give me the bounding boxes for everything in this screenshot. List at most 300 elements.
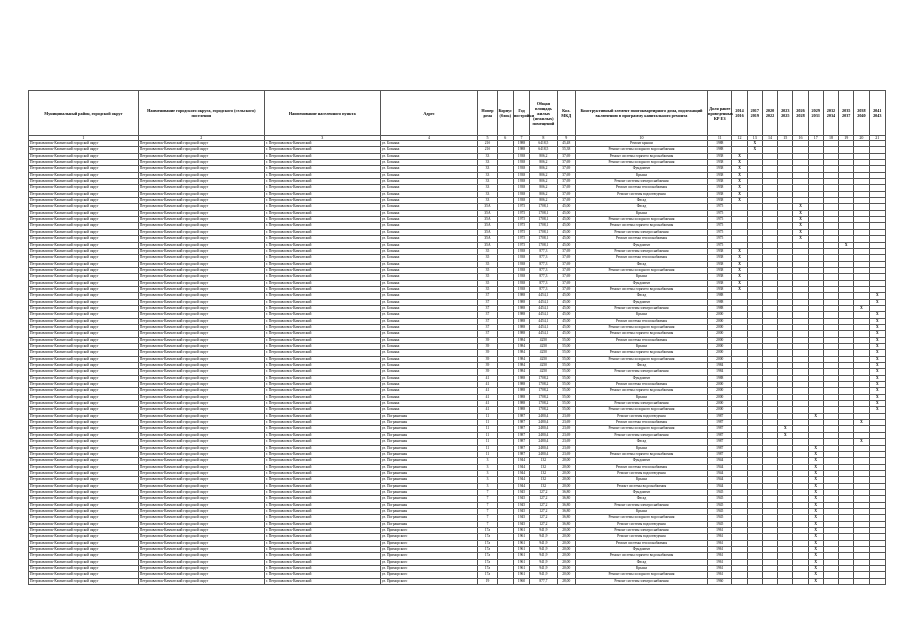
locality-cell: г. Петропавловск-Камчатский — [264, 451, 380, 457]
share-cell: 37,69 — [557, 286, 575, 292]
street-cell: ул. Бохняка — [380, 141, 478, 147]
period-cell: X — [869, 344, 885, 350]
share-cell: 37,69 — [557, 172, 575, 178]
done-cell: 1987 — [708, 451, 732, 457]
settlement-cell: Петропавловск-Камчатский городской округ — [138, 432, 264, 438]
area-cell: 806,2 — [530, 179, 557, 185]
period-cell: X — [839, 242, 854, 248]
district-cell: Петропавловск-Камчатский городской округ — [29, 286, 139, 292]
district-cell: Петропавловск-Камчатский городской округ — [29, 534, 139, 540]
done-cell: 1938 — [708, 261, 732, 267]
done-cell: 2000 — [708, 388, 732, 394]
area-cell: 4454,1 — [530, 299, 557, 305]
column-number: 1 — [29, 136, 139, 141]
share-cell: 36,80 — [557, 508, 575, 514]
share-cell: 45,00 — [557, 305, 575, 311]
house-cell: 37 — [478, 312, 497, 318]
period-cell: X — [793, 223, 808, 229]
house-cell: 17а — [478, 540, 497, 546]
done-cell: 1944 — [708, 483, 732, 489]
done-cell: 1961 — [708, 547, 732, 553]
house-cell: 33 — [478, 179, 497, 185]
column-number: 7 — [513, 136, 529, 141]
settlement-cell: Петропавловск-Камчатский городской округ — [138, 255, 264, 261]
locality-cell: г. Петропавловск-Камчатский — [264, 179, 380, 185]
element-cell: Ремонт системы электроснабжения — [575, 369, 707, 375]
area-cell: 2480,4 — [530, 439, 557, 445]
locality-cell: г. Петропавловск-Камчатский — [264, 242, 380, 248]
locality-cell: г. Петропавловск-Камчатский — [264, 508, 380, 514]
year-cell: 1938 — [513, 198, 529, 204]
element-cell: Фасад — [575, 261, 707, 267]
settlement-cell: Петропавловск-Камчатский городской округ — [138, 572, 264, 578]
district-cell: Петропавловск-Камчатский городской округ — [29, 204, 139, 210]
share-cell: 45,00 — [557, 242, 575, 248]
element-cell: Ремонт системы водоотведения — [575, 470, 707, 476]
locality-cell: г. Петропавловск-Камчатский — [264, 147, 380, 153]
locality-cell: г. Петропавловск-Камчатский — [264, 496, 380, 502]
district-cell: Петропавловск-Камчатский городской округ — [29, 547, 139, 553]
settlement-cell: Петропавловск-Камчатский городской округ — [138, 426, 264, 432]
period-cell: X — [747, 141, 762, 147]
share-cell: 37,69 — [557, 274, 575, 280]
share-cell: 23,69 — [557, 445, 575, 451]
locality-cell: г. Петропавловск-Камчатский — [264, 483, 380, 489]
year-cell: 1988 — [513, 388, 529, 394]
locality-cell: г. Петропавловск-Камчатский — [264, 217, 380, 223]
done-cell: 1988 — [708, 305, 732, 311]
element-cell: Крыша — [575, 172, 707, 178]
settlement-cell: Петропавловск-Камчатский городской округ — [138, 515, 264, 521]
settlement-cell: Петропавловск-Камчатский городской округ — [138, 274, 264, 280]
street-cell: ул. Пограничная — [380, 521, 478, 527]
district-cell: Петропавловск-Камчатский городской округ — [29, 420, 139, 426]
locality-cell: г. Петропавловск-Камчатский — [264, 324, 380, 330]
column-header: Корпус (блок) — [497, 91, 513, 136]
share-cell: 23,69 — [557, 439, 575, 445]
area-cell: 877,3 — [530, 255, 557, 261]
done-cell: 1961 — [708, 540, 732, 546]
period-cell: X — [808, 553, 823, 559]
period-cell: X — [808, 445, 823, 451]
share-cell: 20,00 — [557, 477, 575, 483]
settlement-cell: Петропавловск-Камчатский городской округ — [138, 547, 264, 553]
district-cell: Петропавловск-Камчатский городской округ — [29, 229, 139, 235]
locality-cell: г. Петропавловск-Камчатский — [264, 312, 380, 318]
area-cell: 877,3 — [530, 286, 557, 292]
area-cell: 2480,4 — [530, 413, 557, 419]
period-cell: X — [793, 217, 808, 223]
element-cell: Ремонт системы горячего водоснабжения — [575, 388, 707, 394]
locality-cell: г. Петропавловск-Камчатский — [264, 401, 380, 407]
period-cell — [854, 578, 869, 584]
column-number: 21 — [869, 136, 885, 141]
period-cell: X — [732, 185, 747, 191]
area-cell: 877,3 — [530, 274, 557, 280]
locality-cell: г. Петропавловск-Камчатский — [264, 229, 380, 235]
district-cell: Петропавловск-Камчатский городской округ — [29, 382, 139, 388]
district-cell: Петропавловск-Камчатский городской округ — [29, 363, 139, 369]
element-cell: Фасад — [575, 559, 707, 565]
element-cell: Ремонт системы горячего водоснабжения — [575, 331, 707, 337]
share-cell: 55,00 — [557, 356, 575, 362]
share-cell: 36,80 — [557, 502, 575, 508]
house-cell: 33 — [478, 198, 497, 204]
street-cell: ул. Бохняка — [380, 337, 478, 343]
house-cell: 11 — [478, 445, 497, 451]
settlement-cell: Петропавловск-Камчатский городской округ — [138, 420, 264, 426]
house-cell: 35А — [478, 210, 497, 216]
table-header — [29, 91, 886, 141]
settlement-cell: Петропавловск-Камчатский городской округ — [138, 153, 264, 159]
settlement-cell: Петропавловск-Камчатский городской округ — [138, 179, 264, 185]
area-cell: 1708,1 — [530, 217, 557, 223]
year-cell: 1961 — [513, 534, 529, 540]
street-cell: ул. Бохняка — [380, 204, 478, 210]
district-cell: Петропавловск-Камчатский городской округ — [29, 185, 139, 191]
district-cell: Петропавловск-Камчатский городской округ — [29, 413, 139, 419]
share-cell: 36,80 — [557, 521, 575, 527]
house-cell: 17а — [478, 566, 497, 572]
element-cell: Ремонт системы водоотведения — [575, 191, 707, 197]
done-cell: 1961 — [708, 534, 732, 540]
element-cell: Ремонт системы электроснабжения — [575, 578, 707, 584]
house-cell: 3 — [478, 470, 497, 476]
settlement-cell: Петропавловск-Камчатский городской округ — [138, 312, 264, 318]
year-cell: 1944 — [513, 470, 529, 476]
year-cell: 1975 — [513, 217, 529, 223]
period-cell: X — [808, 458, 823, 464]
element-cell: Фундамент — [575, 547, 707, 553]
street-cell: ул. Бохняка — [380, 179, 478, 185]
period-cell: X — [808, 566, 823, 572]
locality-cell: г. Петропавловск-Камчатский — [264, 141, 380, 147]
share-cell: 45,00 — [557, 324, 575, 330]
locality-cell: г. Петропавловск-Камчатский — [264, 274, 380, 280]
element-cell: Фасад — [575, 439, 707, 445]
year-cell: 1961 — [513, 572, 529, 578]
element-cell: Крыша — [575, 210, 707, 216]
year-cell: 1988 — [513, 141, 529, 147]
street-cell: ул. Приморского — [380, 553, 478, 559]
done-cell: 1975 — [708, 242, 732, 248]
element-cell: Ремонт системы горячего водоснабжения — [575, 553, 707, 559]
done-cell: 2000 — [708, 331, 732, 337]
column-number: 14 — [762, 136, 777, 141]
settlement-cell: Петропавловск-Камчатский городской округ — [138, 521, 264, 527]
period-cell: X — [869, 337, 885, 343]
street-cell: ул. Пограничная — [380, 420, 478, 426]
element-cell: Фасад — [575, 496, 707, 502]
district-cell: Петропавловск-Камчатский городской округ — [29, 401, 139, 407]
share-cell: 55,00 — [557, 407, 575, 413]
district-cell: Петропавловск-Камчатский городской округ — [29, 445, 139, 451]
settlement-cell: Петропавловск-Камчатский городской округ — [138, 299, 264, 305]
element-cell: Ремонт системы электроснабжения — [575, 305, 707, 311]
area-cell: 127,2 — [530, 502, 557, 508]
street-cell: ул. Приморского — [380, 534, 478, 540]
year-cell: 1988 — [513, 407, 529, 413]
district-cell: Петропавловск-Камчатский городской округ — [29, 312, 139, 318]
street-cell: ул. Бохняка — [380, 286, 478, 292]
area-cell: 127,2 — [530, 489, 557, 495]
street-cell: ул. Бохняка — [380, 324, 478, 330]
settlement-cell: Петропавловск-Камчатский городской округ — [138, 375, 264, 381]
period-cell — [778, 578, 793, 584]
year-cell: 1988 — [513, 318, 529, 324]
area-cell: 4454,1 — [530, 318, 557, 324]
element-cell: Ремонт системы холодного водоснабжения — [575, 572, 707, 578]
locality-cell: г. Петропавловск-Камчатский — [264, 426, 380, 432]
area-cell: 2480,4 — [530, 445, 557, 451]
street-cell: ул. Бохняка — [380, 350, 478, 356]
done-cell: 2000 — [708, 401, 732, 407]
share-cell: 45,00 — [557, 217, 575, 223]
locality-cell: г. Петропавловск-Камчатский — [264, 470, 380, 476]
done-cell: 1961 — [708, 572, 732, 578]
locality-cell: г. Петропавловск-Камчатский — [264, 337, 380, 343]
house-cell: 41 — [478, 388, 497, 394]
area-cell: 941,9 — [530, 547, 557, 553]
settlement-cell: Петропавловск-Камчатский городской округ — [138, 356, 264, 362]
year-cell: 1945 — [513, 521, 529, 527]
element-cell: Ремонт системы холодного водоснабжения — [575, 217, 707, 223]
district-cell: Петропавловск-Камчатский городской округ — [29, 274, 139, 280]
locality-cell: г. Петропавловск-Камчатский — [264, 464, 380, 470]
done-cell: 1975 — [708, 204, 732, 210]
period-cell: X — [808, 470, 823, 476]
share-cell: 45,00 — [557, 318, 575, 324]
done-cell: 1938 — [708, 274, 732, 280]
locality-cell: г. Петропавловск-Камчатский — [264, 413, 380, 419]
element-cell: Ремонт системы холодного водоснабжения — [575, 267, 707, 273]
column-number: 16 — [793, 136, 808, 141]
settlement-cell: Петропавловск-Камчатский городской округ — [138, 217, 264, 223]
settlement-cell: Петропавловск-Камчатский городской округ — [138, 236, 264, 242]
area-cell: 4454,1 — [530, 293, 557, 299]
settlement-cell: Петропавловск-Камчатский городской округ — [138, 553, 264, 559]
period-cell: X — [732, 286, 747, 292]
locality-cell: г. Петропавловск-Камчатский — [264, 369, 380, 375]
street-cell: ул. Приморского — [380, 559, 478, 565]
done-cell: 1961 — [708, 559, 732, 565]
period-cell: X — [869, 375, 885, 381]
period-cell: X — [808, 559, 823, 565]
element-cell: Ремонт крыши — [575, 141, 707, 147]
district-cell: Петропавловск-Камчатский городской округ — [29, 179, 139, 185]
area-cell: 941,9 — [530, 540, 557, 546]
share-cell: 20,00 — [557, 483, 575, 489]
settlement-cell: Петропавловск-Камчатский городской округ — [138, 502, 264, 508]
street-cell: ул. Пограничная — [380, 489, 478, 495]
column-header: Кол. МКД — [557, 91, 575, 136]
street-cell: ул. Бохняка — [380, 242, 478, 248]
street-cell: ул. Пограничная — [380, 432, 478, 438]
house-cell: 7 — [478, 508, 497, 514]
settlement-cell: Петропавловск-Камчатский городской округ — [138, 382, 264, 388]
area-cell: 4454,1 — [530, 324, 557, 330]
area-cell: 4250 — [530, 344, 557, 350]
capital-repair-table — [28, 90, 886, 585]
element-cell: Ремонт системы электроснабжения — [575, 179, 707, 185]
house-cell: 35 — [478, 255, 497, 261]
element-cell: Фундамент — [575, 280, 707, 286]
year-cell: 1961 — [513, 527, 529, 533]
column-number: 15 — [778, 136, 793, 141]
street-cell: ул. Пограничная — [380, 515, 478, 521]
district-cell: Петропавловск-Камчатский городской округ — [29, 147, 139, 153]
share-cell: 45,00 — [557, 299, 575, 305]
element-cell: Ремонт системы теплоснабжения — [575, 540, 707, 546]
year-cell: 1938 — [513, 185, 529, 191]
share-cell: 20,00 — [557, 464, 575, 470]
house-cell: 33 — [478, 153, 497, 159]
district-cell: Петропавловск-Камчатский городской округ — [29, 477, 139, 483]
year-cell: 1961 — [513, 553, 529, 559]
street-cell: ул. Бохняка — [380, 166, 478, 172]
column-number: 2 — [138, 136, 264, 141]
column-number: 13 — [747, 136, 762, 141]
share-cell: 23,69 — [557, 426, 575, 432]
settlement-cell: Петропавловск-Камчатский городской округ — [138, 508, 264, 514]
element-cell: Ремонт системы горячего водоснабжения — [575, 223, 707, 229]
share-cell: 55,00 — [557, 382, 575, 388]
locality-cell: г. Петропавловск-Камчатский — [264, 305, 380, 311]
done-cell: 1944 — [708, 477, 732, 483]
element-cell: Ремонт системы холодного водоснабжения — [575, 160, 707, 166]
settlement-cell: Петропавловск-Камчатский городской округ — [138, 464, 264, 470]
period-cell: X — [732, 255, 747, 261]
spreadsheet — [28, 90, 886, 585]
done-cell: 1975 — [708, 210, 732, 216]
area-cell: 132 — [530, 470, 557, 476]
period-cell: X — [808, 527, 823, 533]
district-cell: Петропавловск-Камчатский городской округ — [29, 248, 139, 254]
column-number: 19 — [839, 136, 854, 141]
street-cell: ул. Приморского — [380, 540, 478, 546]
done-cell: 1938 — [708, 160, 732, 166]
settlement-cell: Петропавловск-Камчатский городской округ — [138, 363, 264, 369]
year-cell: 1975 — [513, 210, 529, 216]
district-cell: Петропавловск-Камчатский городской округ — [29, 217, 139, 223]
area-cell: 806,2 — [530, 198, 557, 204]
house-cell: 33 — [478, 191, 497, 197]
house-cell: 37 — [478, 305, 497, 311]
done-cell: 1988 — [708, 299, 732, 305]
house-cell: 39 — [478, 350, 497, 356]
year-cell: 1938 — [513, 191, 529, 197]
period-cell: X — [869, 407, 885, 413]
element-cell: Ремонт системы теплоснабжения — [575, 236, 707, 242]
period-cell: X — [808, 451, 823, 457]
street-cell: ул. Бохняка — [380, 248, 478, 254]
settlement-cell: Петропавловск-Камчатский городской округ — [138, 566, 264, 572]
done-cell: 1938 — [708, 185, 732, 191]
period-cell: X — [808, 496, 823, 502]
year-cell: 1987 — [513, 439, 529, 445]
house-cell: 35 — [478, 274, 497, 280]
element-cell: Ремонт системы водоснабжения — [575, 483, 707, 489]
house-cell: 3 — [478, 458, 497, 464]
done-cell: 2000 — [708, 350, 732, 356]
district-cell: Петропавловск-Камчатский городской округ — [29, 559, 139, 565]
share-cell: 55,00 — [557, 388, 575, 394]
house-cell: 35 — [478, 248, 497, 254]
district-cell: Петропавловск-Камчатский городской округ — [29, 375, 139, 381]
area-cell: 877,3 — [530, 267, 557, 273]
settlement-cell: Петропавловск-Камчатский городской округ — [138, 540, 264, 546]
element-cell: Фасад — [575, 363, 707, 369]
done-cell: 1987 — [708, 426, 732, 432]
district-cell: Петропавловск-Камчатский городской округ — [29, 324, 139, 330]
locality-cell: г. Петропавловск-Камчатский — [264, 439, 380, 445]
area-cell: 1708,1 — [530, 223, 557, 229]
year-cell: 1938 — [513, 261, 529, 267]
house-cell: 33 — [478, 166, 497, 172]
period-cell: X — [808, 413, 823, 419]
share-cell: 45,00 — [557, 293, 575, 299]
locality-cell: г. Петропавловск-Камчатский — [264, 521, 380, 527]
header-row — [29, 91, 886, 136]
period-cell: X — [869, 350, 885, 356]
column-header: 2023 2025 — [778, 91, 793, 136]
share-cell: 20,00 — [557, 458, 575, 464]
share-cell: 20,00 — [557, 527, 575, 533]
locality-cell: г. Петропавловск-Камчатский — [264, 540, 380, 546]
year-cell: 1988 — [513, 382, 529, 388]
done-cell: 1945 — [708, 508, 732, 514]
element-cell: Фундамент — [575, 242, 707, 248]
district-cell: Петропавловск-Камчатский городской округ — [29, 439, 139, 445]
house-cell: 33 — [478, 185, 497, 191]
element-cell: Фундамент — [575, 458, 707, 464]
district-cell: Петропавловск-Камчатский городской округ — [29, 223, 139, 229]
street-cell: ул. Приморского — [380, 566, 478, 572]
year-cell: 1938 — [513, 160, 529, 166]
area-cell: 806,2 — [530, 153, 557, 159]
share-cell: 37,69 — [557, 153, 575, 159]
year-cell: 1938 — [513, 153, 529, 159]
locality-cell: г. Петропавловск-Камчатский — [264, 331, 380, 337]
share-cell: 45,00 — [557, 236, 575, 242]
settlement-cell: Петропавловск-Камчатский городской округ — [138, 401, 264, 407]
area-cell: 2480,4 — [530, 432, 557, 438]
period-cell: X — [808, 502, 823, 508]
locality-cell: г. Петропавловск-Камчатский — [264, 248, 380, 254]
period-cell: X — [869, 312, 885, 318]
element-cell: Крыша — [575, 394, 707, 400]
locality-cell: г. Петропавловск-Камчатский — [264, 534, 380, 540]
settlement-cell: Петропавловск-Камчатский городской округ — [138, 369, 264, 375]
year-cell: 1938 — [513, 274, 529, 280]
share-cell: 37,69 — [557, 166, 575, 172]
district-cell: Петропавловск-Камчатский городской округ — [29, 470, 139, 476]
column-number: 10 — [575, 136, 707, 141]
area-cell: 941,9 — [530, 553, 557, 559]
element-cell: Крыша — [575, 477, 707, 483]
settlement-cell: Петропавловск-Камчатский городской округ — [138, 331, 264, 337]
element-cell: Ремонт системы электроснабжения — [575, 527, 707, 533]
period-cell: X — [793, 236, 808, 242]
locality-cell: г. Петропавловск-Камчатский — [264, 407, 380, 413]
settlement-cell: Петропавловск-Камчатский городской округ — [138, 293, 264, 299]
year-cell: 1984 — [513, 350, 529, 356]
year-cell: 1944 — [513, 483, 529, 489]
district-cell: Петропавловск-Камчатский городской округ — [29, 172, 139, 178]
street-cell: ул. Пограничная — [380, 413, 478, 419]
table-row — [29, 578, 886, 584]
street-cell: ул. Бохняка — [380, 261, 478, 267]
